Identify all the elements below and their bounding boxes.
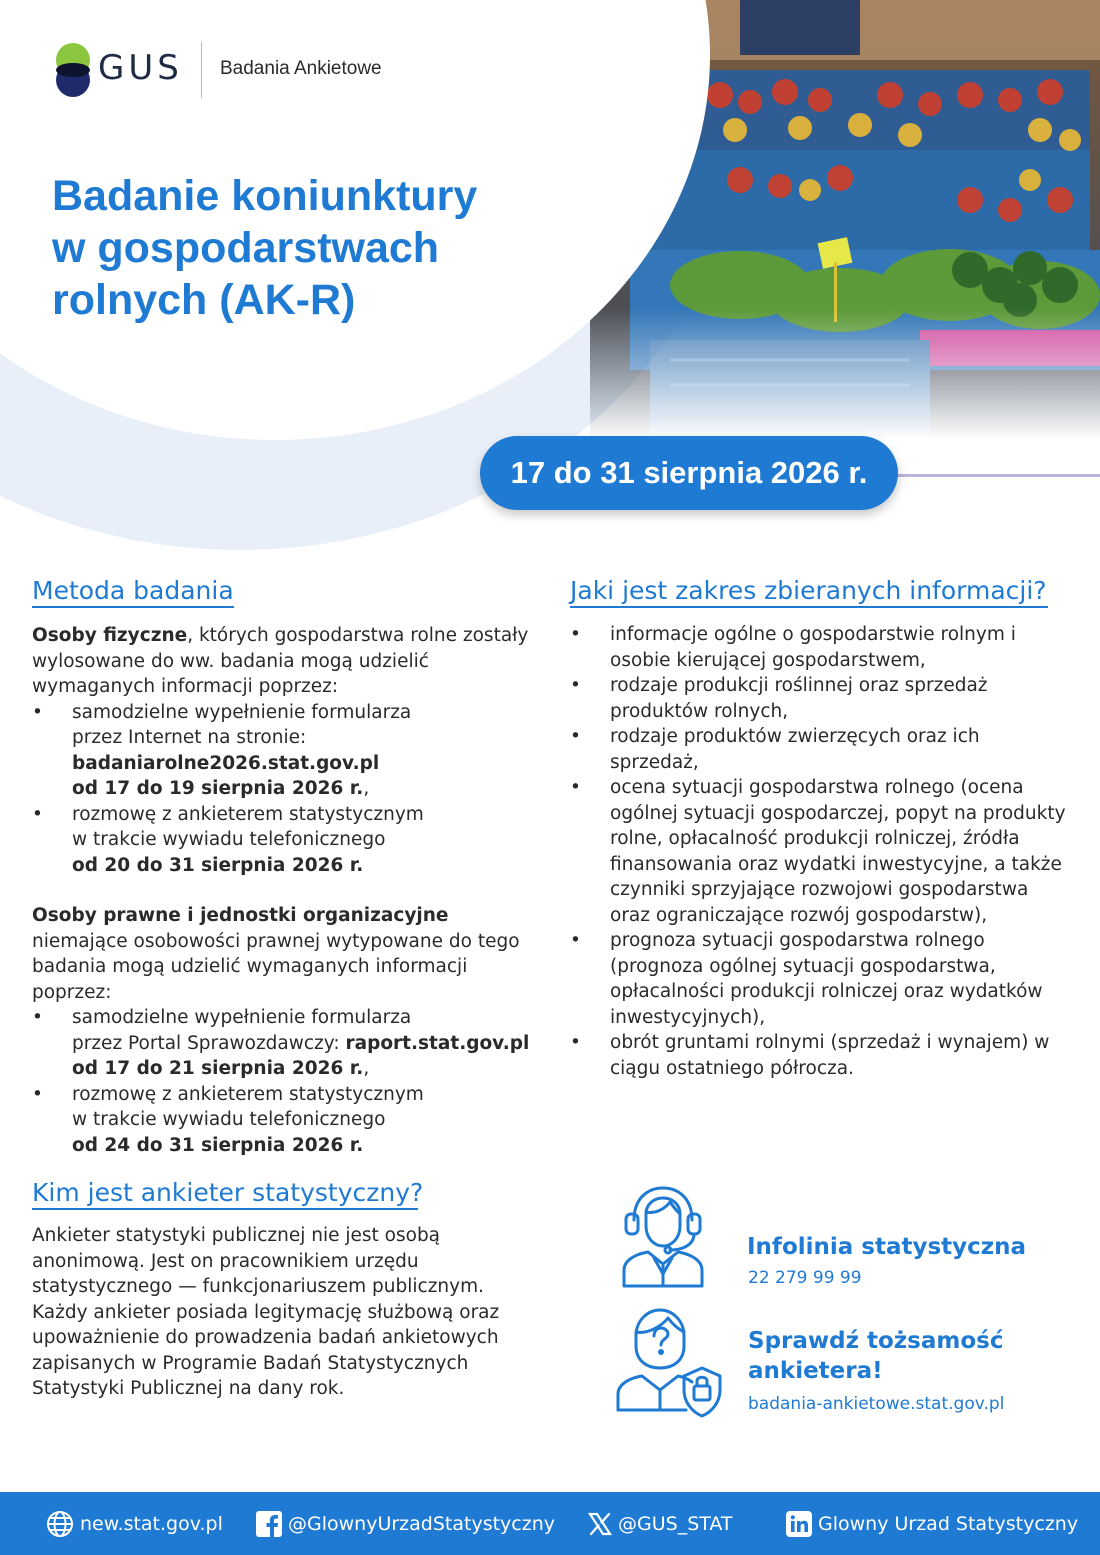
method-heading-underline [32,606,234,608]
user-question-lock-icon [614,1306,726,1424]
footer-linkedin-link[interactable]: Glowny Urzad Statystyczny [786,1492,1078,1555]
interviewer-heading-underline [32,1208,418,1210]
interviewer-heading: Kim jest ankieter statystyczny? [32,1178,424,1207]
list-item: • rozmowę z ankieterem statystycznym w trakcie wywiadu telefonicznego od 20 do 31 sierpnia 2026 r. [32,802,542,879]
gus-logo [54,42,434,98]
headset-icon [618,1184,708,1292]
title-line-1: Badanie koniunktury [52,172,478,220]
method-paragraph-2: Osoby prawne i jednostki organizacyjne niemające osobowości prawnej wytypowane do tego badania mogą udzielić wymaganych informacji poprzez: [32,905,520,1003]
list-item: • samodzielne wypełnienie formularza przez Internet na stronie: badaniarolne2026.stat.gov.pl od 17 do 19 sierpnia 2026 r., [32,700,542,802]
helpline-title: Infolinia statystyczna [747,1234,1027,1260]
footer-bar [0,1492,1100,1555]
date-accent-line [870,474,1100,477]
logo-divider [201,42,202,98]
method-list-1 [32,700,542,879]
gus-logo-icon [54,42,94,98]
method-heading: Metoda badania [32,576,234,605]
list-item: • rozmowę z ankieterem statystycznym w trakcie wywiadu telefonicznego od 24 do 31 sierpnia 2026 r. [32,1082,542,1159]
method-body [32,623,542,1158]
scope-heading-underline [570,606,1048,608]
list-item: • informacje ogólne o gospodarstwie rolnym i osobie kierującej gospodarstwem, [570,622,1070,673]
page-title [52,170,572,326]
x-logo-icon [588,1512,612,1536]
linkedin-icon [786,1511,812,1537]
list-item: • obrót gruntami rolnymi (sprzedaż i wynajem) w ciągu ostatniego półrocza. [570,1030,1070,1081]
footer-facebook-link[interactable]: @GlownyUrzadStatystyczny [256,1492,555,1555]
facebook-icon [256,1511,282,1537]
method-paragraph-1: Osoby fizyczne, których gospodarstwa rolne zostały wylosowane do ww. badania mogą udzielić wymaganych informacji poprzez: [32,625,529,697]
verify-title: Sprawdź tożsamość ankietera! [748,1328,1004,1384]
list-item: • rodzaje produktów zwierzęcych oraz ich sprzedaż, [570,724,1070,775]
date-badge: 17 do 31 sierpnia 2026 r. [480,436,898,510]
logo-text: GUS [98,48,183,88]
list-item: • ocena sytuacji gospodarstwa rolnego (ocena ogólnej sytuacji gospodarczej, popyt na produkty rolne, opłacalność produkcji rolniczej, źródła finansowania oraz wydatki inwestycyjne, a także czynniki sprzyjające rozwojowi gospodarstwa oraz ograniczające rozwój gospodarstw), [570,775,1070,928]
interviewer-body: Ankieter statystyki publicznej nie jest osobą anonimową. Jest on pracownikiem urzędu statystycznego — funkcjonariuszem publicznym. Każdy ankieter posiada legitymację służbową oraz upoważnienie do prowadzenia badań ankietowych zapisanych w Programie Badań Statystycznych Statystyki Publicznej na dany rok. [32,1225,500,1399]
footer-x-link[interactable]: @GUS_STAT [588,1492,733,1555]
globe-icon [46,1510,74,1538]
scope-list [570,622,1070,1081]
footer-website-link[interactable]: new.stat.gov.pl [46,1492,223,1555]
method-list-2 [32,1005,542,1158]
scope-body [570,622,1070,1081]
title-line-3: rolnych (AK-R) [52,276,356,324]
scope-heading: Jaki jest zakres zbieranych informacji? [570,576,1047,605]
title-line-2: w gospodarstwach [52,224,440,272]
logo-tagline: Badania Ankietowe [220,58,382,79]
list-item: • samodzielne wypełnienie formularza przez Portal Sprawozdawczy: raport.stat.gov.pl od 17 do 21 sierpnia 2026 r., [32,1005,542,1082]
verify-link[interactable]: badania-ankietowe.stat.gov.pl [748,1394,1005,1414]
list-item: • prognoza sytuacji gospodarstwa rolnego (prognoza ogólnej sytuacji gospodarstwa, opłacalności produkcji rolniczej oraz wydatków inwestycyjnych), [570,928,1070,1030]
list-item: • rodzaje produkcji roślinnej oraz sprzedaż produktów rolnych, [570,673,1070,724]
helpline-phone[interactable]: 22 279 99 99 [748,1268,862,1288]
